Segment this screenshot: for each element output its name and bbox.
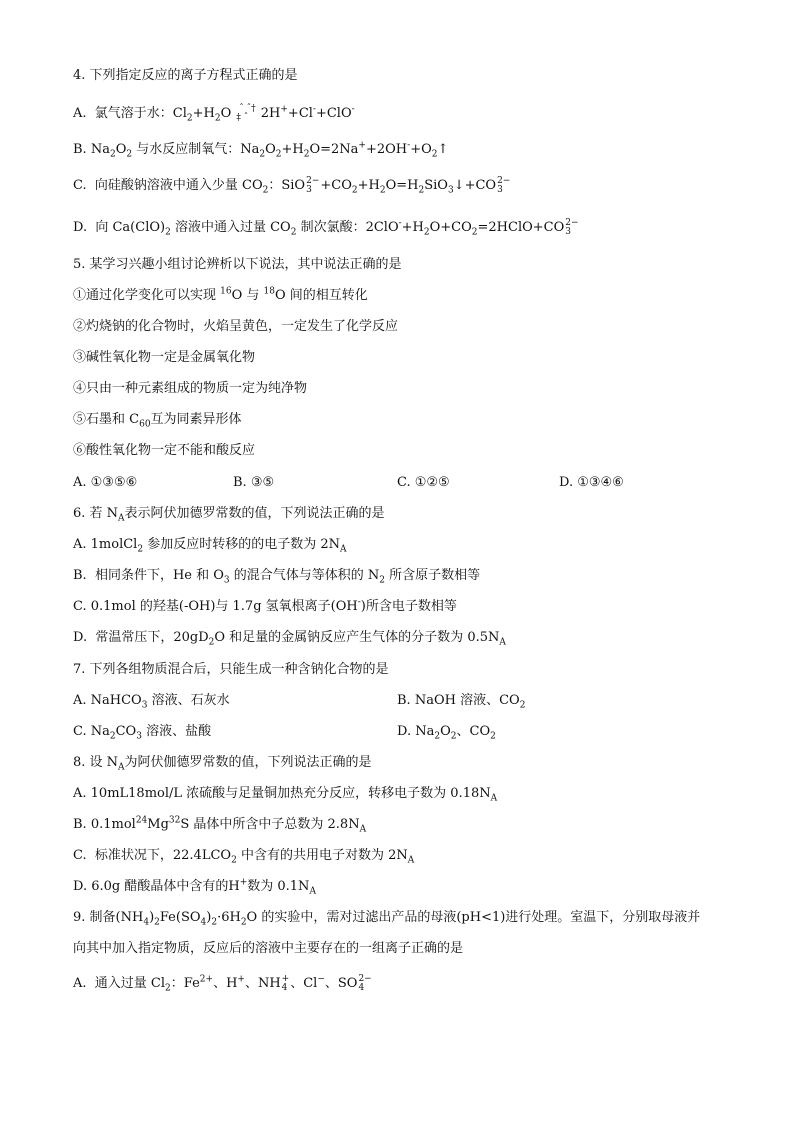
q5-option-a: A. ①③⑤⑥ [73,475,138,490]
q8-option-c: C. 标准状况下，$22.4LCO_2$ 中含有的共用电子对数为 $2N_A$ [73,848,415,866]
q5-statement-4: ④只由一种元素组成的物质一定为纯净物 [73,381,308,396]
q4-option-d: D. 向 $Ca(ClO)_2$ 溶液中通入过量 $CO_2$ 制次氯酸：$2ClO^-+H_2O+CO_2=2HClO+CO$ 2− 3 [73,217,579,238]
q8-option-d: D. 6.0g 醋酸晶体中含有的H+数为 $0.1N_A$ [73,877,316,897]
q7-option-d: D. $Na_2O_2$、$CO_2$ [397,724,496,742]
q5-option-d: D. ①③④⑥ [559,475,624,490]
q7-option-a: A. NaHCO$_3$ 溶液、石灰水 [73,693,230,711]
q6-option-a: A. 1molCl$_2$ 参加反应时转移的的电子数为 $2N_A$ [73,537,347,555]
q5-option-c: C. ①②⑤ [397,475,450,490]
q4-option-c: C. 向硅酸钠溶液中通入少量 $CO_2$：SiO 2− 3 $+CO_2+H_2O=H_2SiO_3↓+CO$ 2− 3 [73,175,511,196]
q7-option-b: B. NaOH 溶液、$CO_2$ [397,693,526,711]
q5-statement-3: ③碱性氧化物一定是金属氧化物 [73,350,256,365]
q5-statement-5: ⑤石墨和 $C_{60}$互为同素异形体 [73,412,242,430]
q9-stem-line-1: 9. 制备$(NH_4)_2Fe(SO_4)_2\cdot 6H_2O$ 的实验中，需对过滤出产品的母液(pH<1)进行处理。室温下，分别取母液并 [73,910,701,928]
q6-stem: 6. 若 $N_A$表示阿伏加德罗常数的值，下列说法正确的是 [73,506,385,524]
equilibrium-arrow-icon: ˆ ˆ† ‡ ˆ [236,103,256,123]
q5-option-b: B. ③⑤ [233,475,275,490]
q8-option-a: A. 10mL18mol/L 浓硫酸与足量铜加热充分反应，转移电子数为 $0.18N_A$ [73,786,498,804]
q4-option-b: B. $Na_2O_2$ 与水反应制氧气：$Na_2O_2+H_2O=2Na^++2OH^-+O_2↑$ [73,140,449,160]
q6-option-d: D. 常温常压下，$20gD_2O$ 和足量的金属钠反应产生气体的分子数为 $0.5N_A$ [73,630,506,648]
q5-stem: 5. 某学习兴趣小组讨论辨析以下说法，其中说法正确的是 [73,257,402,272]
q4-stem: 4. 下列指定反应的离子方程式正确的是 [73,68,298,83]
q5-statement-6: ⑥酸性氧化物一定不能和酸反应 [73,443,256,458]
q9-option-a: A. 通入过量 $Cl_2$：$Fe^{2+}$、H+、NH + 4 、Cl−、SO 2− 4 [73,973,372,994]
q5-statement-2: ②灼烧钠的化合物时，火焰呈黄色，一定发生了化学反应 [73,319,399,334]
q7-option-c: C. $Na_2CO_3$ 溶液、盐酸 [73,724,212,742]
q5-statement-1: ①通过化学变化可以实现 $^{16}$O 与 $^{18}$O 间的相互转化 [73,286,368,303]
q8-option-b: B. 0.1mol$^{24}$Mg$^{32}$S 晶体中所含中子总数为 $2.8N_A$ [73,815,367,835]
q9-stem-line-2: 向其中加入指定物质，反应后的溶液中主要存在的一组离子正确的是 [73,941,464,956]
q6-option-c: C. 0.1mol 的羟基(-OH)与 1.7g 氢氧根离子(OH-)所含电子数相等 [73,597,457,614]
q7-stem: 7. 下列各组物质混合后，只能生成一种含钠化合物的是 [73,662,389,677]
q8-stem: 8. 设 $N_A$为阿伏伽德罗常数的值，下列说法正确的是 [73,755,372,773]
q6-option-b: B. 相同条件下，He 和 $O_3$ 的混合气体与等体积的 $N_2$ 所含原子数相等 [73,568,481,586]
q4-option-a: A. 氯气溶于水：$Cl_2+H_2O$ ˆ ˆ† ‡ ˆ 2H++Cl-+ClO- [73,103,355,124]
